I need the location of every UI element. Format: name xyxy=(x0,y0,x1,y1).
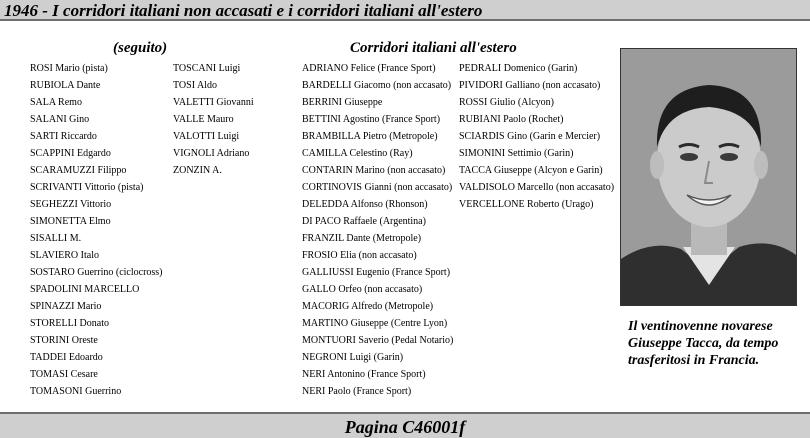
list-item: GALLIUSSI Eugenio (France Sport) xyxy=(302,267,451,278)
list-item: PEDRALI Domenico (Garin) xyxy=(459,63,578,74)
list-item: MONTUORI Saverio (Pedal Notario) xyxy=(302,335,454,346)
caption-line: trasferitosi in Francia. xyxy=(628,353,760,368)
list-item: BETTINI Agostino (France Sport) xyxy=(302,114,441,125)
photo-caption xyxy=(628,318,808,369)
page-number-label: Pagina C46001f xyxy=(344,417,466,437)
list-item: STORELLI Donato xyxy=(30,318,109,329)
estero-left-list xyxy=(302,60,453,400)
list-item: NERI Paolo (France Sport) xyxy=(302,386,412,397)
header-bar xyxy=(0,0,810,21)
list-item: SIMONETTA Elmo xyxy=(30,216,111,227)
list-item: SISALLI M. xyxy=(30,233,82,244)
list-item: VERCELLONE Roberto (Urago) xyxy=(459,199,594,210)
list-item: SCAPPINI Edgardo xyxy=(30,148,111,159)
list-item: SPINAZZI Mario xyxy=(30,301,102,312)
list-item: SEGHEZZI Vittorio xyxy=(30,199,112,210)
caption-line: Giuseppe Tacca, da tempo xyxy=(628,336,779,351)
list-item: RUBIOLA Dante xyxy=(30,80,101,91)
list-item: VIGNOLI Adriano xyxy=(173,148,250,159)
list-item: DELEDDA Alfonso (Rhonson) xyxy=(302,199,428,210)
list-item: CORTINOVIS Gianni (non accasato) xyxy=(302,182,453,193)
list-item: MACORIG Alfredo (Metropole) xyxy=(302,301,434,312)
list-item: TADDEI Edoardo xyxy=(30,352,103,363)
list-item: ADRIANO Felice (France Sport) xyxy=(302,63,436,74)
list-item: TOSI Aldo xyxy=(173,80,217,91)
page-title: 1946 - I corridori italiani non accasati e i corridori italiani all'estero xyxy=(4,1,483,20)
portrait-photo xyxy=(620,48,797,306)
list-item: RUBIANI Paolo (Rochet) xyxy=(459,114,564,125)
list-item: GALLO Orfeo (non accasato) xyxy=(302,284,423,295)
list-item: ROSSI Giulio (Alcyon) xyxy=(459,97,554,108)
list-item: CONTARIN Marino (non accasato) xyxy=(302,165,446,176)
footer-bar xyxy=(0,412,810,438)
list-item: VALLE Mauro xyxy=(173,114,234,125)
list-item: BRAMBILLA Pietro (Metropole) xyxy=(302,131,438,142)
list-item: SOSTARO Guerrino (ciclocross) xyxy=(30,267,163,278)
list-item: NEGRONI Luigi (Garin) xyxy=(302,352,404,363)
list-item: BARDELLI Giacomo (non accasato) xyxy=(302,80,452,91)
list-item: NERI Antonino (France Sport) xyxy=(302,369,426,380)
list-item: DI PACO Raffaele (Argentina) xyxy=(302,216,426,227)
portrait-illustration xyxy=(621,49,796,305)
estero-right-list xyxy=(459,60,614,213)
list-item: TOMASONI Guerrino xyxy=(30,386,122,397)
list-item: FROSIO Elia (non accasato) xyxy=(302,250,417,261)
seguito-right-list xyxy=(173,60,254,179)
list-item: SIMONINI Settimio (Garin) xyxy=(459,148,574,159)
list-item: ZONZIN A. xyxy=(173,165,222,176)
list-item: STORINI Oreste xyxy=(30,335,98,346)
list-item: ROSI Mario (pista) xyxy=(30,63,108,74)
list-item: SARTI Riccardo xyxy=(30,131,97,142)
list-item: TACCA Giuseppe (Alcyon e Garin) xyxy=(459,165,603,176)
estero-title: Corridori italiani all'estero xyxy=(350,40,517,56)
list-item: TOSCANI Luigi xyxy=(173,63,241,74)
list-item: SCIARDIS Gino (Garin e Mercier) xyxy=(459,131,601,142)
list-item: SPADOLINI MARCELLO xyxy=(30,284,140,295)
seguito-left-list xyxy=(30,60,163,400)
list-item: SLAVIERO Italo xyxy=(30,250,99,261)
list-item: SCARAMUZZI Filippo xyxy=(30,165,127,176)
list-item: BERRINI Giuseppe xyxy=(302,97,383,108)
list-item: TOMASI Cesare xyxy=(30,369,98,380)
list-item: VALOTTI Luigi xyxy=(173,131,240,142)
list-item: VALDISOLO Marcello (non accasato) xyxy=(459,182,615,193)
caption-line: Il ventinovenne novarese xyxy=(628,319,773,334)
list-item: PIVIDORI Galliano (non accasato) xyxy=(459,80,601,91)
list-item: SALA Remo xyxy=(30,97,82,108)
list-item: SALANI Gino xyxy=(30,114,90,125)
list-item: SCRIVANTI Vittorio (pista) xyxy=(30,182,144,193)
list-item: FRANZIL Dante (Metropole) xyxy=(302,233,422,244)
list-item: MARTINO Giuseppe (Centre Lyon) xyxy=(302,318,448,329)
list-item: CAMILLA Celestino (Ray) xyxy=(302,148,413,159)
list-item: VALETTI Giovanni xyxy=(173,97,254,108)
seguito-title: (seguito) xyxy=(113,40,168,56)
